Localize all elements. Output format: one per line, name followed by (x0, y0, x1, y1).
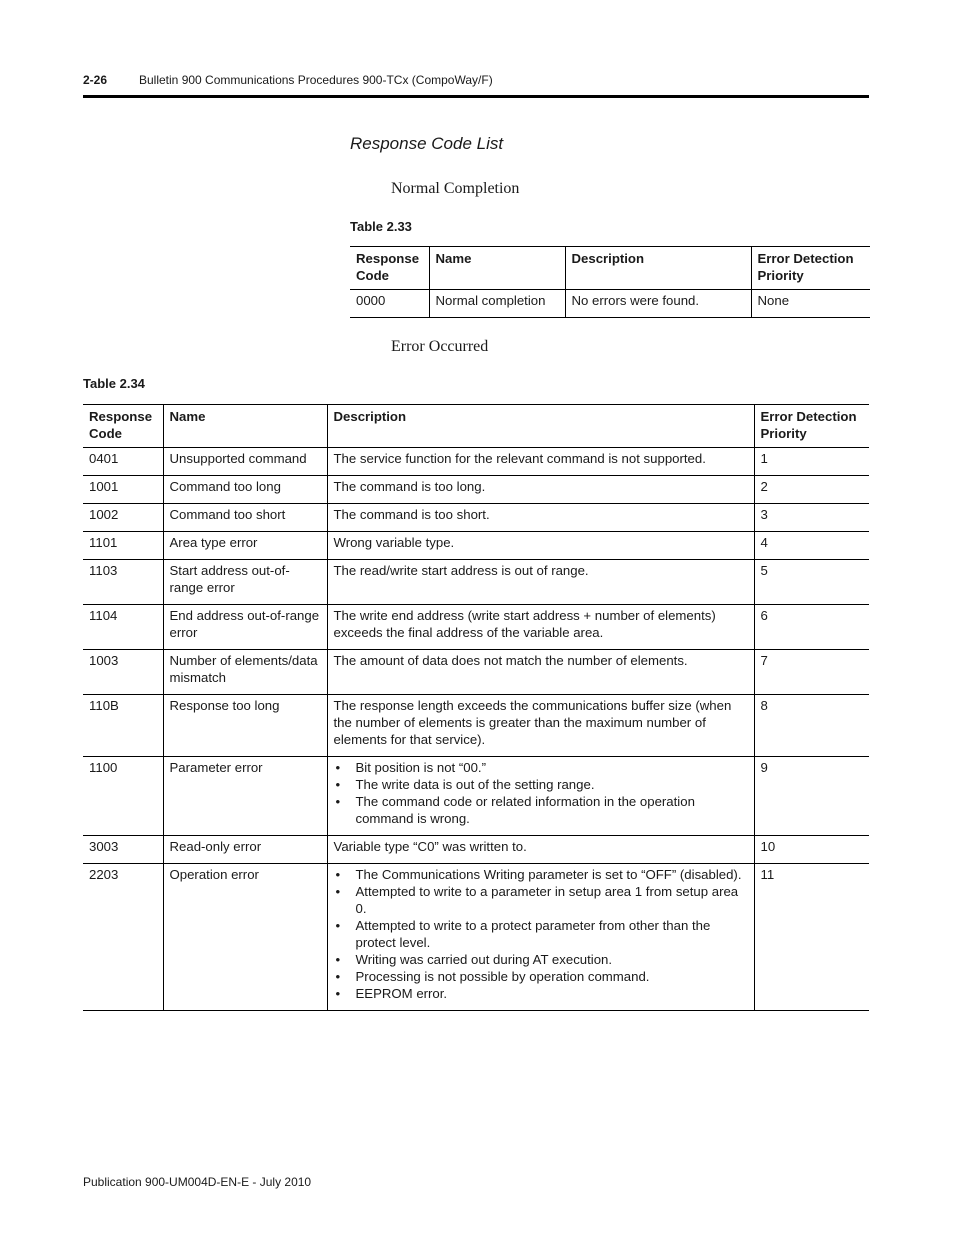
priority-cell: 3 (754, 504, 869, 532)
name-cell: Unsupported command (163, 448, 327, 476)
priority-cell: 9 (754, 757, 869, 836)
response-code-cell: 1104 (83, 605, 163, 650)
table-row (83, 532, 869, 560)
bullet-item: • Writing was carried out during AT execution. (334, 951, 748, 968)
bullet-item: • The Communications Writing parameter is set to “OFF” (disabled). (334, 866, 748, 883)
response-code-cell: 0000 (350, 290, 429, 318)
error-occurred-heading: Error Occurred (391, 338, 489, 355)
bullet-list (334, 866, 748, 1002)
response-code-cell: 1001 (83, 476, 163, 504)
header-title: Bulletin 900 Communications Procedures 900-TCx (CompoWay/F) (139, 73, 493, 87)
bullet-item: • Bit position is not “00.” (334, 759, 748, 776)
priority-cell: 6 (754, 605, 869, 650)
description-cell: Wrong variable type. (327, 532, 754, 560)
table-2-34 (83, 404, 869, 1011)
bullet-list (334, 759, 748, 827)
table-header-row (83, 405, 869, 448)
table-2-33 (350, 246, 870, 318)
response-code-cell: 110B (83, 695, 163, 757)
table-row (83, 605, 869, 650)
bullet-item: • The write data is out of the setting range. (334, 776, 748, 793)
name-cell: Command too short (163, 504, 327, 532)
description-cell: Variable type “C0” was written to. (327, 836, 754, 864)
response-code-cell: 1103 (83, 560, 163, 605)
description-cell: The response length exceeds the communications buffer size (when the number of elements is greater than the maximum number of elements for that service). (327, 695, 754, 757)
name-cell: Number of elements/data mismatch (163, 650, 327, 695)
column-header: Name (429, 247, 565, 290)
column-header: Description (565, 247, 751, 290)
description-cell: The service function for the relevant command is not supported. (327, 448, 754, 476)
priority-cell: 10 (754, 836, 869, 864)
name-cell: Operation error (163, 864, 327, 1011)
table-row (83, 836, 869, 864)
response-code-cell: 3003 (83, 836, 163, 864)
name-cell: Response too long (163, 695, 327, 757)
table-2-33-label: Table 2.33 (350, 219, 412, 234)
priority-cell: 2 (754, 476, 869, 504)
bullet-item: • Attempted to write to a parameter in setup area 1 from setup area 0. (334, 883, 748, 917)
name-cell: Start address out-of-range error (163, 560, 327, 605)
table-row (83, 757, 869, 836)
response-code-cell: 0401 (89, 451, 119, 466)
column-header: Error Detection Priority (751, 247, 870, 290)
table-row (83, 448, 869, 476)
description-cell: The read/write start address is out of range. (327, 560, 754, 605)
description-cell (327, 757, 754, 836)
description-cell: The command is too short. (327, 504, 754, 532)
name-cell: Read-only error (163, 836, 327, 864)
table-row (83, 650, 869, 695)
table-row (83, 476, 869, 504)
name-cell: End address out-of-range error (163, 605, 327, 650)
response-code-cell: 1100 (83, 757, 163, 836)
table-header-row (350, 247, 870, 290)
priority-cell: 5 (754, 560, 869, 605)
page-number: 2-26 (83, 73, 108, 87)
header-rule (83, 95, 869, 98)
bullet-item: • Processing is not possible by operation command. (334, 968, 748, 985)
description-cell: The amount of data does not match the number of elements. (327, 650, 754, 695)
description-cell (327, 864, 754, 1011)
priority-cell: 11 (754, 864, 869, 1011)
name-cell: Parameter error (163, 757, 327, 836)
bullet-item: • Attempted to write to a protect parameter from other than the protect level. (334, 917, 748, 951)
priority-cell: 1 (754, 448, 869, 476)
description-cell: The command is too long. (327, 476, 754, 504)
response-code-cell: 1002 (83, 504, 163, 532)
page-footer: Publication 900-UM004D-EN-E - July 2010 (83, 1175, 312, 1189)
description-cell: No errors were found. (565, 290, 751, 318)
priority-cell: 4 (754, 532, 869, 560)
priority-cell: None (751, 290, 870, 318)
column-header: Description (327, 405, 754, 448)
table-row (83, 560, 869, 605)
table-2-34-label: Table 2.34 (83, 376, 145, 391)
priority-cell: 7 (754, 650, 869, 695)
description-cell: The write end address (write start address + number of elements) exceeds the final address of the variable area. (327, 605, 754, 650)
column-header: Response Code (350, 247, 429, 290)
table-row (350, 290, 870, 318)
table-row (83, 504, 869, 532)
section-title: Response Code List (350, 134, 504, 153)
response-code-cell: 2203 (83, 864, 163, 1011)
bullet-item: • The command code or related information in the operation command is wrong. (334, 793, 748, 827)
table-row (83, 864, 869, 1011)
normal-completion-heading: Normal Completion (391, 180, 520, 197)
name-cell: Command too long (163, 476, 327, 504)
priority-cell: 8 (754, 695, 869, 757)
column-header: Name (163, 405, 327, 448)
response-code-cell: 1101 (83, 532, 163, 560)
bullet-item: • EEPROM error. (334, 985, 748, 1002)
name-cell: Area type error (163, 532, 327, 560)
name-cell: Normal completion (429, 290, 565, 318)
response-code-cell: 1003 (83, 650, 163, 695)
column-header: Response Code (83, 405, 163, 448)
column-header: Error Detection Priority (754, 405, 869, 448)
table-row (83, 695, 869, 757)
